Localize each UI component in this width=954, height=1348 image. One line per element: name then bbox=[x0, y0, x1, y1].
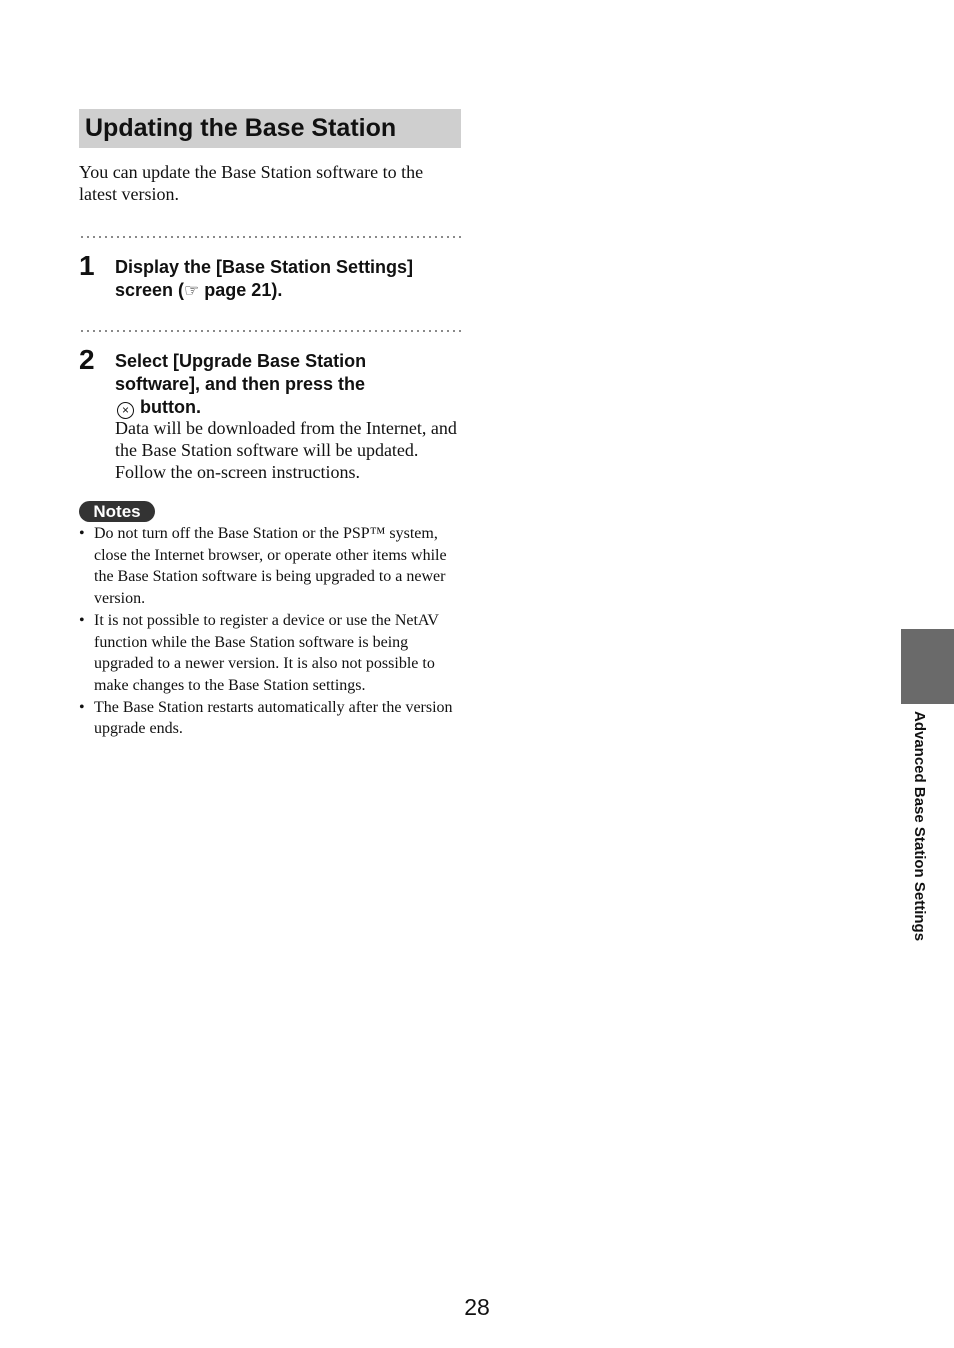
step-1-instruction bbox=[115, 256, 465, 302]
step-1-line-1: Display the [Base Station Settings] bbox=[115, 257, 414, 277]
step-2-line-2: software], and then press the bbox=[115, 374, 366, 394]
notes-badge: Notes bbox=[79, 501, 155, 522]
step-2-line-3: button. bbox=[140, 397, 201, 417]
step-2-line-1: Select [Upgrade Base Station bbox=[115, 351, 367, 371]
page-number: 28 bbox=[464, 1294, 490, 1320]
step-1-number: 1 bbox=[79, 250, 95, 281]
step-2-instruction bbox=[115, 350, 465, 419]
page-reference-icon: ☞ bbox=[184, 281, 200, 300]
dotted-divider bbox=[79, 236, 461, 238]
intro-paragraph: You can update the Base Station software to the latest version. bbox=[79, 162, 424, 204]
step-1-line-2-end: page 21). bbox=[199, 280, 283, 300]
chapter-tab-label: Advanced Base Station Settings bbox=[911, 711, 928, 942]
step-1-line-2-start: screen ( bbox=[115, 280, 185, 300]
note-item: • The Base Station restarts automatically after the version upgrade ends. bbox=[79, 697, 469, 740]
cross-button-icon: × bbox=[117, 402, 134, 419]
note-item: • It is not possible to register a device or use the NetAV function while the Base Station software is being upgraded to a newer version. It is also not possible to make changes to the Base Station settings. bbox=[79, 610, 469, 697]
section-title: Updating the Base Station bbox=[85, 114, 397, 142]
step-2-description: Data will be downloaded from the Internet, and the Base Station software will be updated. Follow the on-screen instructions. bbox=[115, 418, 457, 482]
notes-list bbox=[79, 523, 469, 740]
step-2-number: 2 bbox=[79, 344, 95, 375]
section-title-bar bbox=[79, 109, 461, 148]
chapter-tab-marker bbox=[901, 629, 954, 704]
dotted-divider bbox=[79, 330, 461, 332]
note-item: • Do not turn off the Base Station or the PSP™ system, close the Internet browser, or operate other items while the Base Station software is being upgraded to a newer version. bbox=[79, 523, 469, 610]
